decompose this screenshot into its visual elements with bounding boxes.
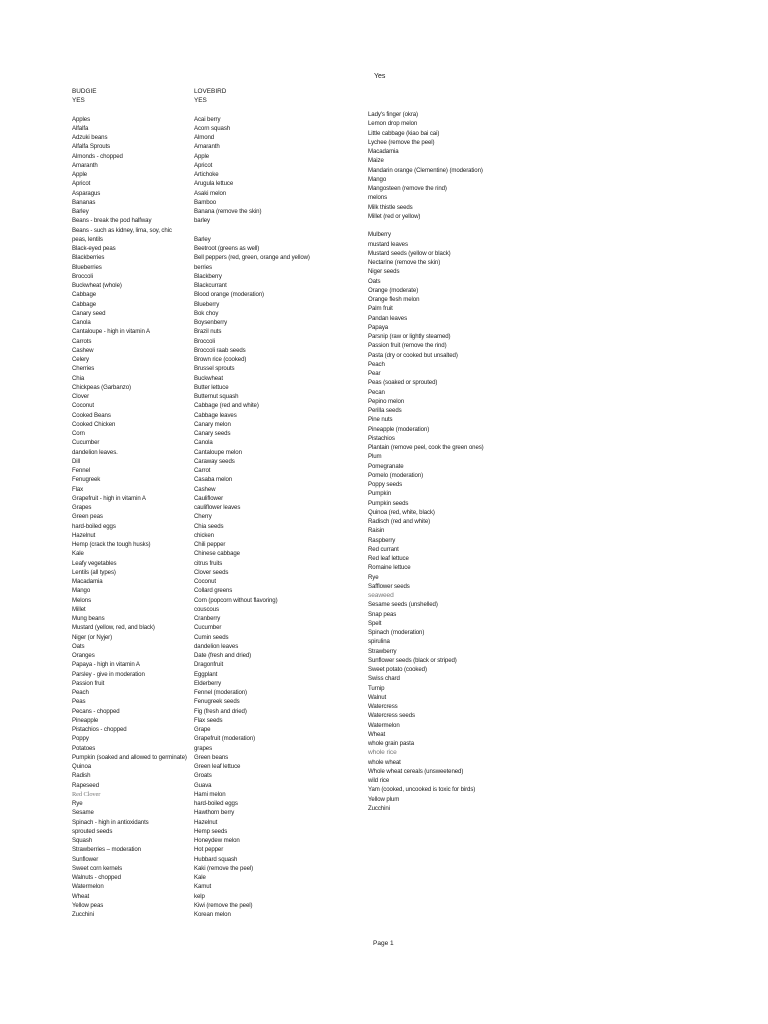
food-item: Cashew [194,485,216,493]
food-item: Carrots [72,337,92,345]
food-item: Chili pepper [194,541,226,549]
food-item: Kale [72,550,84,558]
food-list-lovebird-continued [368,110,558,813]
food-item: Bok choy [194,309,219,317]
food-item: Corn (popcorn without flavoring) [194,596,278,604]
food-item: Spelt [368,619,382,627]
food-item: Canary melon [194,420,231,428]
food-item [368,221,558,230]
food-item: Mustard seeds (yellow or black) [368,249,451,257]
food-item: spirulina [368,638,390,646]
food-item: Cantaloupe melon [194,448,242,456]
food-item: Acai berry [194,115,221,123]
food-item: Flax seeds [194,716,223,724]
food-item: Hemp seeds [194,827,228,835]
food-item: Milk thistle seeds [368,203,413,211]
food-item: Asparagus [72,189,101,197]
food-item: Mango [72,587,91,595]
food-item: Butter lettuce [194,383,229,391]
food-item: Canola [72,319,91,327]
column-header-lovebird: LOVEBIRD [194,88,227,95]
food-item: Bananas [72,198,96,206]
food-item: Raspberry [368,536,396,544]
column-header-budgie: BUDGIE [72,88,97,95]
food-item: Beans - break the pod halfway [72,217,152,225]
food-item: Groats [194,772,212,780]
food-item: Red Clover [72,790,101,798]
food-item: Hubbard squash [194,855,238,863]
food-item: Orange flesh melon [368,296,420,303]
food-item: Canola [194,439,213,447]
food-item: Broccoli [72,272,93,280]
food-item: Little cabbage (kiao bai cai) [368,129,440,137]
page-number: Page 1 [373,940,394,947]
food-item: Cucumber [194,624,222,632]
food-item: Lychee (remove the peel) [368,138,435,146]
food-item: Watermelon [368,721,400,729]
food-item: Plum [368,453,382,461]
food-item: Cooked Beans [72,411,111,419]
food-item: Kaki (remove the peel) [194,864,254,872]
food-item: Adzuki beans [72,134,108,142]
food-item: Brown rice (cooked) [194,356,247,364]
food-item: Cabbage [72,300,97,308]
food-item: Hemp (crack the tough husks) [72,541,151,549]
food-item: hard-boiled eggs [72,522,116,530]
food-item: Apricot [194,161,213,169]
food-item: Mangosteen (remove the rind) [368,185,447,192]
food-item: sprouted seeds [72,827,113,835]
food-item: cauliflower leaves [194,504,241,512]
food-item: Asaki melon [194,189,227,197]
food-item: Strawberries – moderation [72,846,141,854]
food-item: melons [368,194,388,202]
food-item: Broccoli raab seeds [194,346,246,354]
food-item: Barley [72,208,89,216]
food-item: Millet (red or yellow) [368,212,421,220]
food-item: Mustard (yellow, red, and black) [72,624,155,632]
food-item: whole grain pasta [368,740,415,747]
food-item: Guava [194,781,212,789]
food-item: dandelion leaves. [72,448,118,456]
food-item: Red currant [368,545,399,553]
food-item: Parsley - give in moderation [72,670,145,678]
food-item: Spinach - high in antioxidants [72,818,149,826]
food-item: Sweet corn kernels [72,864,123,872]
food-item: Chia [72,374,85,382]
food-item: Pear [368,370,381,377]
food-item: Plantain (remove peel, cook the green ones) [368,444,484,451]
food-item: Pumpkin (soaked and allowed to germinate) [72,753,187,761]
food-item: Rye [368,573,379,581]
food-item: Coconut [72,402,94,410]
food-item: Blood orange (moderation) [194,291,264,299]
food-item: peas, lentils [72,235,103,243]
food-item: Papaya - high in vitamin A [72,661,140,669]
column-subheader-lovebird: YES [194,97,207,105]
food-item: berries [194,263,212,271]
food-item: Dill [72,457,81,465]
food-item: Pecan [368,388,385,396]
food-item: Carrot [194,467,211,475]
food-item: Fennel (moderation) [194,689,247,697]
food-item: Walnut [368,693,387,701]
food-item: Yam (cooked, uncooked is toxic for birds) [368,786,476,794]
food-item: Canary seeds [194,430,231,438]
food-item: Peas [72,698,86,706]
food-item: Cashew [72,346,94,354]
food-item: Casaba melon [194,476,233,484]
food-item: Swiss chard [368,675,400,683]
food-item: Oats [368,277,381,285]
food-item: Macadamia [72,578,103,586]
food-item: Green peas [72,513,103,521]
food-item: Grapefruit (moderation) [194,735,256,743]
food-item: Millet [72,605,86,613]
food-item: Blueberry [194,300,220,308]
food-item: Date (fresh and dried) [194,652,252,660]
food-item: Radish [72,772,91,780]
food-item: Spinach (moderation) [368,629,425,636]
food-item: Cauliflower [194,494,224,502]
food-item: Butternut squash [194,393,239,401]
food-item: Apples [72,115,91,123]
food-item: Passion fruit [72,679,105,687]
food-item: citrus fruits [194,559,223,567]
food-item: Blackberries [72,254,105,262]
food-item: Apple [72,171,88,179]
food-item: Honeydew melon [194,837,240,845]
food-item: Cantaloupe - high in vitamin A [72,328,150,336]
lovebird-column [194,87,384,919]
food-item: Hazelnut [194,818,218,826]
food-item: Raisin [368,527,385,535]
page-title: Yes [374,73,386,80]
food-item: Canary seed [72,309,106,317]
food-item: Broccoli [194,337,215,345]
food-item: Hawthorn berry [194,809,235,817]
food-item: Wheat [368,730,386,738]
food-item: Kale [194,874,206,882]
food-item: Palm fruit [368,305,393,313]
food-item: Fenugreek seeds [194,698,240,706]
food-item: Grapes [72,504,92,512]
food-item: Watercress [368,703,398,710]
food-item: Perilla seeds [368,407,402,414]
food-item: dandelion leaves [194,642,239,650]
food-item: wild rice [368,777,390,784]
food-item: whole wheat [368,758,401,766]
food-item: Buckwheat [194,374,223,382]
food-item: Artichoke [194,171,219,179]
food-item: Celery [72,356,90,364]
food-item: Macadamia [368,148,399,155]
food-item: Quinoa [72,763,92,771]
food-item: Potatoes [72,744,96,752]
food-item: Blueberries [72,263,102,271]
food-item: Pasta (dry or cooked but unsalted) [368,351,458,359]
food-item: Sunflower [72,855,99,863]
food-item: Beetroot (greens as well) [194,245,260,253]
food-item: Clover [72,393,90,401]
food-item: Fennel [72,467,91,475]
food-item: Pandan leaves [368,314,408,322]
food-item: Bamboo [194,198,217,206]
food-item: Pineapple (moderation) [368,425,430,433]
food-item: Poppy [72,735,89,743]
food-item: Pineapple [72,716,99,724]
food-item: Grape [194,726,211,734]
food-item: Watercress seeds [368,712,415,720]
food-item: whole rice [368,749,397,757]
food-item: seaweed [368,592,394,599]
food-item: Hazelnut [72,531,96,539]
food-item: Cabbage [72,291,97,299]
food-item: Safflower seeds [368,582,410,590]
food-item: Almond [194,134,215,142]
food-item: Cooked Chicken [72,420,116,428]
food-item: Maize [368,157,384,165]
food-item: Apple [194,152,210,160]
food-item: kelp [194,892,205,900]
food-item: Boysenberry [194,319,228,327]
food-item: Lemon drop melon [368,120,418,128]
food-item: Sweet potato (cooked) [368,666,427,673]
food-item: Green leaf lettuce [194,763,241,771]
food-item: Elderberry [194,679,222,687]
food-item: Blackcurrant [194,282,227,290]
food-item: Mango [368,175,387,183]
food-item: Arugula lettuce [194,180,234,188]
food-item: Pepino melon [368,397,405,405]
food-item: Black-eyed peas [72,245,116,253]
food-item: Corn [72,430,85,438]
food-item: Bell peppers (red, green, orange and yellow) [194,254,310,262]
food-item: couscous [194,605,219,613]
food-item: Pomegranate [368,462,404,470]
food-item: Radisch (red and white) [368,518,431,525]
food-item: Hami melon [194,790,226,798]
food-item: Yellow plum [368,795,400,803]
food-item: Caraway seeds [194,457,235,465]
food-item: Brazil nuts [194,328,222,336]
food-item: grapes [194,744,213,752]
food-item: Zucchini [72,911,94,919]
food-item: Orange (moderate) [368,286,419,294]
food-item: Squash [72,837,93,845]
food-item: Romaine lettuce [368,564,411,572]
food-item: Korean melon [194,911,231,919]
food-item: Melons [72,596,92,604]
food-item: Collard greens [194,587,233,595]
food-item: Mung beans [72,615,105,623]
food-item: Beans - such as kidney, lima, soy, chic [72,226,172,234]
food-item: Leafy vegetables [72,559,117,567]
food-item: Alfalfa Sprouts [72,143,111,151]
food-item: Niger seeds [368,268,400,276]
food-item: Oranges [72,652,95,660]
food-item: mustard leaves [368,240,408,248]
food-item: Sesame [72,809,94,817]
food-item: Watermelon [72,883,104,891]
food-item: Turnip [368,684,385,692]
food-item: Whole wheat cereals (unsweetened) [368,767,464,775]
food-item: Pecans - chopped [72,707,120,715]
food-item: Kiwi (remove the peel) [194,901,253,909]
food-item: Chickpeas (Garbanzo) [72,383,131,391]
food-item: Brussel sprouts [194,365,235,373]
food-item: Cherries [72,365,95,373]
food-item: Oats [72,642,85,650]
food-item: Flax [72,485,84,493]
food-item: Snap peas [368,610,397,618]
food-item: Mulberry [368,231,391,239]
food-item: Poppy seeds [368,481,403,488]
food-item: Blackberry [194,272,222,280]
food-item: hard-boiled eggs [194,800,238,808]
food-item: Walnuts - chopped [72,874,121,882]
food-item: Peas (soaked or sprouted) [368,379,438,387]
food-item: Acorn squash [194,124,231,132]
food-item: Chia seeds [194,522,224,530]
food-list-lovebird [194,115,384,920]
food-item: Kamut [194,883,212,891]
food-item: Coconut [194,578,216,586]
food-item: Fenugreek [72,476,101,484]
food-item: Grapefruit - high in vitamin A [72,494,146,502]
food-item: Almonds - chopped [72,152,123,160]
food-item: Alfalfa [72,124,89,132]
food-item: Amaranth [194,143,220,151]
food-item: Zucchini [368,804,390,812]
food-item: Pine nuts [368,416,393,424]
food-item: Mandarin orange (Clementine) (moderation) [368,166,483,174]
food-item: Red leaf lettuce [368,555,409,562]
food-item: Cabbage (red and white) [194,402,259,410]
lovebird-column-continued [368,110,558,813]
food-item: Pistachios [368,434,395,442]
food-item: Fig (fresh and dried) [194,707,247,715]
food-item: Rye [72,800,83,808]
food-item: Cherry [194,513,212,521]
food-item: Cumin seeds [194,633,229,641]
food-item: Hot pepper [194,846,224,854]
food-item: Pomelo (moderation) [368,471,423,479]
food-item: Pumpkin seeds [368,499,409,507]
food-item: Dragonfruit [194,661,224,669]
food-item: Wheat [72,892,90,900]
food-item: Apricot [72,180,91,188]
food-item: Cabbage leaves [194,411,237,419]
food-item: Rapeseed [72,781,99,789]
food-item: Cranberry [194,615,221,623]
food-item [194,226,384,235]
food-item: Barley [194,235,211,243]
food-item: Nectarine (remove the skin) [368,259,441,266]
food-item: Clover seeds [194,568,229,576]
food-item: Chinese cabbage [194,550,240,558]
food-item: Parsnip (raw or lightly steamed) [368,333,451,340]
food-item: Buckwheat (whole) [72,282,122,290]
food-item: Quinoa (red, white, black) [368,508,435,516]
food-item: Papaya [368,323,389,331]
food-item: Yellow peas [72,901,104,909]
food-item: Passion fruit (remove the rind) [368,342,447,350]
food-item: Pistachios - chopped [72,726,127,734]
food-item: Banana (remove the skin) [194,208,262,216]
food-item: Pumpkin [368,490,392,498]
food-item: Peach [368,360,385,368]
food-item: Amaranth [72,161,98,169]
food-item: Eggplant [194,670,218,678]
food-item: Sesame seeds (unshelled) [368,601,438,609]
food-item: barley [194,217,210,225]
food-item: Lentils (all types) [72,568,116,576]
column-subheader-budgie: YES [72,97,85,105]
food-item: Lady's finger (okra) [368,111,418,118]
food-item: Strawberry [368,647,397,655]
food-item: Peach [72,689,89,697]
food-item: Sunflower seeds (black or striped) [368,656,457,664]
food-item: Green beans [194,753,229,761]
food-item: Cucumber [72,439,100,447]
food-item: chicken [194,531,214,539]
food-item: Niger (or Nyjer) [72,633,113,641]
